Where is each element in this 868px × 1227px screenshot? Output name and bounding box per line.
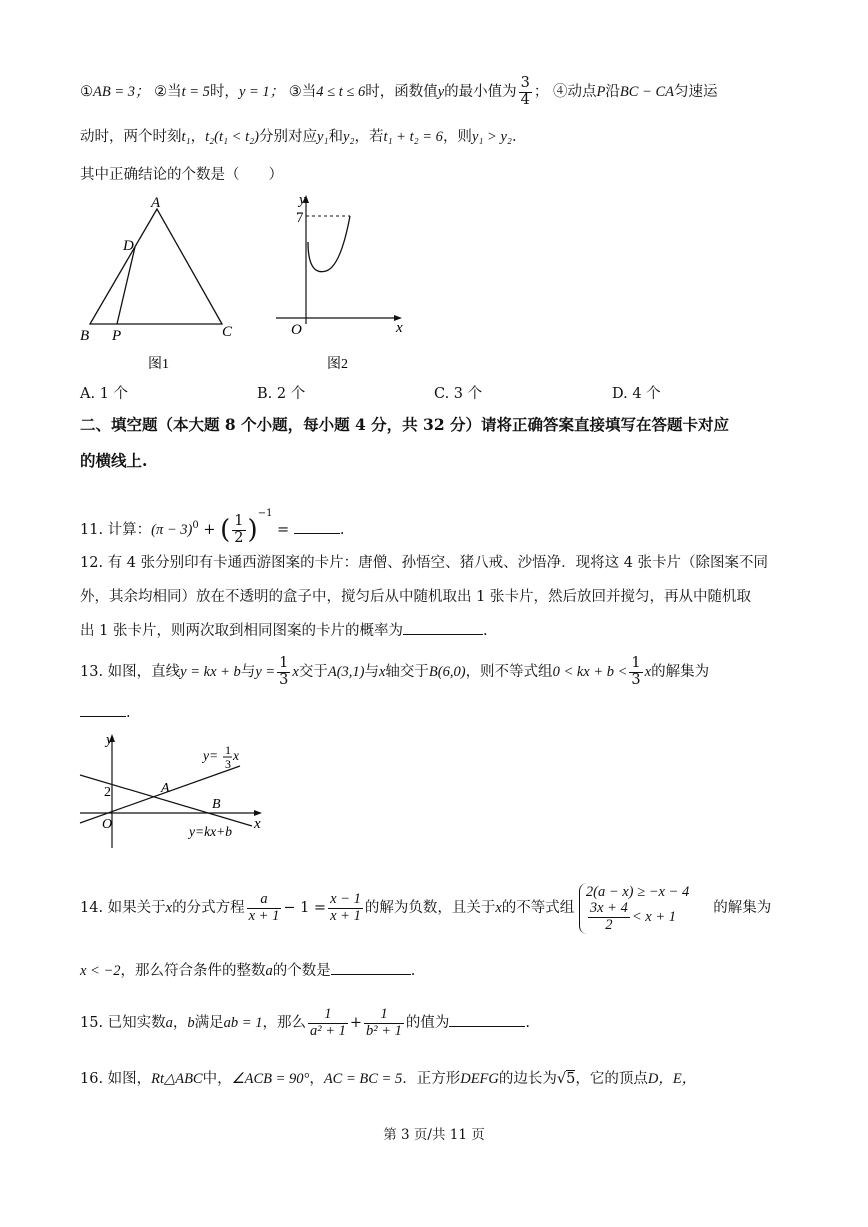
- var-y2: y₂: [342, 129, 355, 145]
- text: 与: [240, 664, 256, 680]
- text: 当: [167, 84, 182, 100]
- answer-blank[interactable]: [449, 1012, 525, 1027]
- text: 的边长为: [498, 1071, 557, 1087]
- q10-line2: [80, 124, 517, 150]
- inequality-2: [586, 901, 689, 934]
- exponent-minus-1: −1: [257, 508, 273, 519]
- label-x: x: [396, 320, 403, 336]
- line-1-expr: y = kx + b: [180, 664, 241, 680]
- conclusion-2-t: t = 5: [181, 84, 210, 100]
- figure-1-caption: 图1: [148, 357, 169, 372]
- q12-line1: 12. 有 4 张分别印有卡通西游图案的卡片：唐僧、孙悟空、猪八戒、沙悟净．现将这 4 张卡片（除图案不同: [80, 555, 769, 571]
- fraction-3-4: [519, 76, 532, 109]
- text: 的解为负数，且关于: [364, 900, 496, 916]
- text: 的解集为: [651, 664, 710, 680]
- text: ，则: [442, 129, 472, 145]
- inequality-1: 2(a − x) ≥ −x − 4: [585, 883, 690, 900]
- numerator: 1: [308, 1007, 348, 1024]
- denominator: 3: [631, 671, 641, 688]
- conclusion-3-marker: ③: [288, 84, 302, 100]
- numerator: 3x + 4: [589, 899, 628, 916]
- var-y1: y₁: [317, 129, 329, 145]
- triangle-abc: [90, 209, 222, 324]
- text: =: [272, 522, 294, 538]
- q14-line2: [80, 960, 415, 982]
- q11: [80, 492, 345, 546]
- text: 时，: [209, 84, 239, 100]
- text: 分别对应: [259, 129, 317, 145]
- label-p: P: [112, 328, 122, 344]
- text: .: [410, 963, 416, 979]
- conclusion-2-marker: ②: [154, 84, 168, 100]
- q12-line3: [80, 620, 488, 642]
- triangle-abc: Rt△ABC: [151, 1071, 203, 1087]
- label-a: A: [161, 781, 170, 796]
- inequality-2-rhs: < x + 1: [631, 908, 676, 925]
- text: 轴交于: [385, 664, 429, 680]
- text: ，: [190, 129, 206, 145]
- numerator: 1: [631, 654, 641, 671]
- page-footer: 第 3 页/共 11 页: [383, 1127, 485, 1143]
- q13-figure: [76, 730, 276, 855]
- text: 交于: [298, 664, 328, 680]
- text: 的值为: [405, 1015, 450, 1031]
- text: ，则不等式组: [465, 664, 553, 680]
- text: ，那么符合条件的整数: [120, 963, 266, 979]
- text: .: [482, 623, 488, 639]
- figure-2-graph: [270, 192, 420, 372]
- text: 13. 如图，直线: [80, 664, 181, 680]
- numerator: 3: [520, 74, 530, 91]
- sqrt-radicand: 5: [566, 1071, 576, 1087]
- numerator: 1: [279, 654, 289, 671]
- label-y: y: [106, 732, 113, 748]
- label-2: 2: [104, 785, 111, 800]
- option-c[interactable]: C. 3 个: [434, 386, 483, 402]
- text: 和: [328, 129, 343, 145]
- text: 中，: [202, 1071, 232, 1087]
- answer-blank[interactable]: [403, 620, 483, 635]
- fraction-a-over-x-plus-1: [247, 892, 282, 925]
- text: .: [511, 129, 517, 145]
- sum-condition: t₁ + t₂ = 6: [383, 129, 443, 145]
- paren-open: (: [220, 515, 231, 545]
- label-line-2-num: 1: [225, 743, 231, 757]
- option-d[interactable]: D. 4 个: [612, 386, 661, 402]
- label-y: y: [299, 192, 306, 208]
- label-line-2-den: 3: [225, 757, 231, 771]
- paren-close: ): [247, 515, 258, 545]
- label-line-2-x: x: [233, 748, 239, 763]
- conclusion-3-range: 4 ≤ t ≤ 6: [316, 84, 366, 100]
- fraction-1-3: [629, 656, 642, 689]
- text: − 1 =: [283, 900, 327, 916]
- inequality-system: [579, 883, 689, 934]
- text: 的个数是: [272, 963, 331, 979]
- var-p: P: [596, 84, 606, 100]
- denominator: x + 1: [248, 907, 280, 924]
- q13-line2: [80, 702, 131, 724]
- text: 时，函数值: [365, 84, 438, 100]
- denominator: 4: [520, 91, 530, 108]
- fraction-1-2: [232, 514, 245, 547]
- expr-pi-minus-3: (π − 3): [151, 522, 193, 538]
- denominator: 2: [234, 529, 244, 546]
- text: 的最小值为: [444, 84, 517, 100]
- var-y: y: [437, 84, 445, 100]
- q15: [80, 1002, 530, 1044]
- text: .: [126, 705, 131, 721]
- fraction-3x-plus-4-over-2: [588, 901, 630, 934]
- label-o: O: [102, 817, 113, 832]
- x-lt-minus-2: x < −2: [80, 963, 121, 979]
- label-d: D: [123, 238, 134, 254]
- label-line-1: y=kx+b: [189, 824, 232, 839]
- answer-blank[interactable]: [80, 702, 126, 717]
- text: 15. 已知实数: [80, 1015, 166, 1031]
- text: .: [339, 522, 345, 538]
- numerator: 1: [364, 1007, 404, 1024]
- conclusion-4-marker: ④: [553, 84, 568, 100]
- option-a[interactable]: A. 1 个: [80, 386, 129, 402]
- ab-eq-1: ab = 1: [223, 1015, 263, 1031]
- var-t1: t₁: [181, 129, 191, 145]
- text: 的解集为: [713, 900, 772, 916]
- path-bc-ca: BC − CA: [619, 84, 674, 100]
- sqrt-sign: √: [556, 1071, 567, 1087]
- text: 11. 计算：: [80, 522, 152, 538]
- inequality-left: 0 < kx + b <: [552, 664, 628, 680]
- text: ，它的顶点: [575, 1071, 648, 1087]
- q10-line1: [80, 72, 717, 112]
- text: 当: [301, 84, 317, 100]
- conclusion-2-y: y = 1；: [238, 84, 285, 100]
- denominator: 3: [279, 671, 289, 688]
- text: 沿: [605, 84, 620, 100]
- condition-t1-lt-t2: (t₁ < t₂): [214, 129, 259, 145]
- text: +: [349, 1015, 363, 1031]
- segment-dp: [117, 247, 135, 324]
- text: 与: [364, 664, 379, 680]
- q14-line1: [80, 870, 771, 946]
- text: 14. 如果关于: [80, 900, 166, 916]
- exponent-0: 0: [192, 520, 199, 532]
- text: +: [198, 522, 221, 538]
- denominator: b² + 1: [366, 1022, 402, 1039]
- fraction-1-over-a2-plus-1: [308, 1007, 348, 1040]
- var-b: b: [187, 1015, 195, 1031]
- denominator: a² + 1: [309, 1022, 346, 1039]
- vertices-d-e: D，E，: [647, 1071, 697, 1087]
- var-x: x: [644, 664, 652, 680]
- var-x: x: [292, 664, 299, 680]
- text: 的不等式组: [501, 900, 575, 916]
- text: ，那么: [262, 1015, 306, 1031]
- q12-line2: 外，其余均相同）放在不透明的盒子中，搅匀后从中随机取出 1 张卡片，然后放回并搅匀，再从中随机取: [80, 589, 751, 605]
- numerator: 1: [234, 512, 244, 529]
- square-defg: DEFG: [460, 1071, 499, 1087]
- denominator: x + 1: [330, 907, 361, 924]
- y1-gt-y2: y₁ > y₂: [471, 129, 512, 145]
- label-b: B: [80, 328, 90, 344]
- angle-acb: ∠ACB = 90°: [231, 1071, 310, 1087]
- option-b[interactable]: B. 2 个: [257, 386, 306, 402]
- text: 匀速运: [673, 84, 718, 100]
- numerator: a: [247, 892, 282, 909]
- q13-line1: [80, 652, 709, 692]
- text: 动时，两个时刻: [80, 129, 182, 145]
- text: ，: [309, 1071, 324, 1087]
- denominator: 2: [605, 916, 613, 933]
- fraction-1-over-b2-plus-1: [364, 1007, 404, 1040]
- section-2-heading-line1: 二、填空题（本大题 8 个小题，每小题 4 分，共 32 分）请将正确答案直接填写在答题卡对应: [80, 415, 730, 434]
- text: 的分式方程: [172, 900, 245, 916]
- section-2-heading-line2: 的横线上.: [80, 451, 148, 470]
- label-c: C: [222, 324, 233, 340]
- ac-eq-bc: AC = BC = 5: [323, 1071, 403, 1087]
- line-2-expr-a: y =: [255, 664, 276, 680]
- figure-2-caption: 图2: [327, 357, 348, 372]
- var-x: x: [165, 900, 173, 916]
- label-7: 7: [296, 210, 304, 226]
- label-a: A: [151, 195, 161, 211]
- text: 满足: [194, 1015, 224, 1031]
- label-x: x: [254, 816, 261, 832]
- text: ；: [533, 84, 549, 100]
- text: ，若: [354, 129, 384, 145]
- text: .: [525, 1015, 531, 1031]
- text: 动点: [567, 84, 597, 100]
- label-b: B: [212, 797, 221, 812]
- numerator: x − 1: [330, 890, 361, 907]
- text: 出 1 张卡片，则两次取到相同图案的卡片的概率为: [80, 623, 403, 639]
- var-a: a: [265, 963, 273, 979]
- var-t2: t₂: [205, 129, 215, 145]
- text: 16. 如图，: [80, 1071, 152, 1087]
- fraction-1-3: [277, 656, 290, 689]
- var-a: a: [165, 1015, 173, 1031]
- conclusion-1: AB = 3；: [93, 84, 150, 100]
- fraction-x-minus-1-over-x-plus-1: [328, 892, 363, 925]
- figure-1-triangle: [78, 192, 248, 372]
- text: ，: [172, 1015, 188, 1031]
- point-b: B(6,0): [428, 664, 466, 680]
- text: ．正方形: [402, 1071, 461, 1087]
- q16: [80, 1068, 696, 1090]
- var-x: x: [378, 664, 386, 680]
- label-line-2-a: y=: [203, 748, 219, 763]
- q10-question: 其中正确结论的个数是（ ）: [80, 167, 283, 183]
- answer-blank[interactable]: [294, 519, 340, 534]
- conclusion-1-marker: ①: [80, 84, 93, 100]
- label-o: O: [291, 322, 302, 338]
- point-a: A(3,1): [327, 664, 365, 680]
- var-x: x: [495, 900, 502, 916]
- curve: [308, 216, 350, 272]
- answer-blank[interactable]: [331, 960, 411, 975]
